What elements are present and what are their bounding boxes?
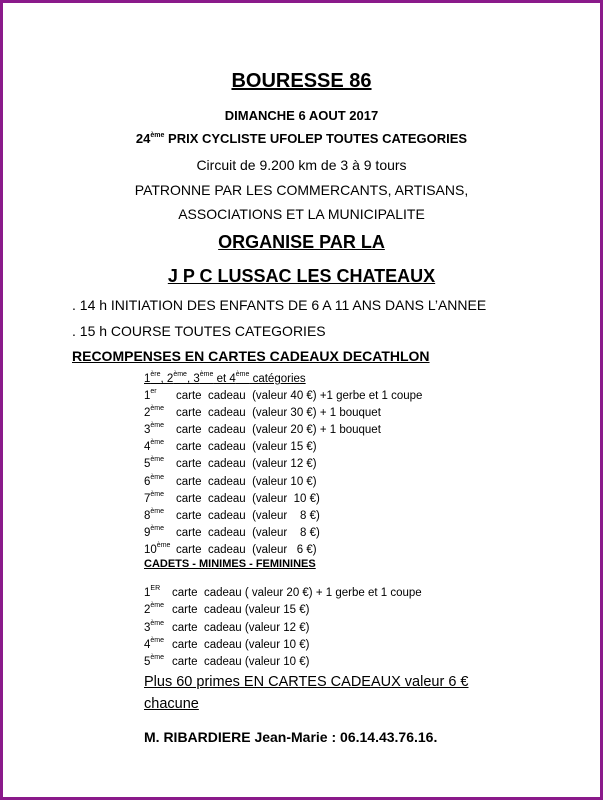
prize-rank-number: 3 <box>144 424 151 437</box>
prize-description: carte cadeau (valeur 10 €) <box>172 638 310 651</box>
prize-rank-suffix: ème <box>150 524 165 532</box>
prize-description: carte cadeau (valeur 30 €) + 1 bouquet <box>176 407 381 420</box>
prize-rank-number: 1 <box>144 587 151 599</box>
prize-description: carte cadeau (valeur 10 €) <box>176 492 320 505</box>
race-name <box>0 131 603 146</box>
prize-rank <box>144 458 176 470</box>
prize-row <box>144 619 310 634</box>
prize-rank-number: 9 <box>144 526 151 539</box>
event-date: DIMANCHE 6 AOUT 2017 <box>224 108 379 123</box>
prize-description: carte cadeau (valeur 15 €) <box>176 441 317 454</box>
schedule-item-1: . 14 h INITIATION DES ENFANTS DE 6 A 11 ANS DANS L’ANNEE <box>72 297 487 313</box>
prize-row <box>144 390 422 402</box>
prize-description: carte cadeau (valeur 6 €) <box>176 543 317 556</box>
youth-heading: CADETS - MINIMES - FEMININES <box>144 558 316 570</box>
prize-rank-number: 7 <box>144 492 151 505</box>
prize-description: carte cadeau (valeur 15 €) <box>172 604 310 617</box>
race-number: 24 <box>135 131 151 146</box>
prize-rank <box>144 507 176 522</box>
prize-rank-number: 2 <box>144 407 151 420</box>
prize-rank-number: 1 <box>144 390 151 402</box>
prize-row <box>144 441 317 453</box>
prize-rank-suffix: ème <box>150 405 165 413</box>
rewards-heading: RECOMPENSES EN CARTES CADEAUX DECATHLON <box>72 348 430 364</box>
event-title: BOURESSE 86 <box>231 70 372 92</box>
prize-rank <box>144 473 176 488</box>
prize-row <box>144 490 320 505</box>
prize-rank <box>144 656 172 668</box>
prize-rank <box>144 636 172 651</box>
category-2-suffix: ème <box>173 371 187 378</box>
prize-rank-suffix: ème <box>150 619 165 627</box>
prize-row <box>144 541 317 556</box>
prize-rank-suffix: ème <box>150 654 165 662</box>
prize-row <box>144 507 320 522</box>
prize-rank <box>144 390 176 402</box>
prize-rank-suffix: ème <box>156 541 171 549</box>
prize-rank <box>144 619 172 634</box>
prize-rank-suffix: ème <box>150 473 165 481</box>
category-2: , 2 <box>160 373 174 385</box>
prize-rank-number: 10 <box>144 543 157 556</box>
prize-rank-suffix: er <box>150 388 157 395</box>
prize-rank <box>144 587 172 599</box>
patronage-line-2: ASSOCIATIONS ET LA MUNICIPALITE <box>178 206 425 222</box>
prize-description: carte cadeau (valeur 12 €) <box>172 621 310 634</box>
prize-rank-number: 2 <box>144 604 151 617</box>
prize-row <box>144 407 381 419</box>
prize-rank-suffix: ème <box>150 490 165 498</box>
prize-row <box>144 524 320 539</box>
circuit-info: Circuit de 9.200 km de 3 à 9 tours <box>196 157 407 173</box>
prize-rank <box>144 424 176 436</box>
prize-row <box>144 424 381 436</box>
category-4: et 4 <box>213 373 236 385</box>
prize-description: carte cadeau (valeur 8 €) <box>176 509 320 522</box>
prize-description: carte cadeau (valeur 8 €) <box>176 526 320 539</box>
prize-rank-number: 6 <box>144 475 151 488</box>
prize-rank-number: 3 <box>144 621 151 634</box>
category-3-suffix: ème <box>199 371 214 378</box>
contact-line: M. RIBARDIERE Jean-Marie : 06.14.43.76.16. <box>144 729 438 745</box>
prize-rank <box>144 490 176 505</box>
organiser-heading: ORGANISE PAR LA <box>218 232 385 252</box>
prize-rank-suffix: ème <box>150 439 165 447</box>
prize-rank-number: 4 <box>144 638 151 651</box>
race-number-suffix: ème <box>150 132 165 139</box>
primes-line-1: Plus 60 primes EN CARTES CADEAUX valeur 6 € <box>144 674 469 690</box>
prize-row <box>144 636 310 651</box>
club-name: J P C LUSSAC LES CHATEAUX <box>167 266 436 286</box>
race-name-text: PRIX CYCLISTE UFOLEP TOUTES CATEGORIES <box>164 131 468 146</box>
category-3: , 3 <box>186 373 200 385</box>
category-1: 1 <box>144 373 151 385</box>
prize-rank <box>144 441 176 453</box>
prize-row <box>144 604 309 616</box>
prize-rank-suffix: ème <box>150 422 165 430</box>
prize-rank-number: 5 <box>144 656 151 669</box>
category-4-suffix: ème <box>235 371 250 378</box>
prize-row <box>144 473 317 488</box>
prize-row <box>144 458 317 470</box>
category-1-suffix: ère <box>150 371 161 378</box>
prize-rank-suffix: ER <box>150 585 161 592</box>
patronage-line-1: PATRONNE PAR LES COMMERCANTS, ARTISANS, <box>134 182 469 198</box>
prize-description: carte cadeau ( valeur 20 €) + 1 gerbe et 1 coupe <box>172 587 422 599</box>
prize-rank-suffix: ème <box>150 602 165 610</box>
prize-description: carte cadeau (valeur 10 €) <box>176 475 317 488</box>
prize-rank-number: 4 <box>144 441 151 454</box>
prize-row <box>144 587 422 599</box>
prize-description: carte cadeau (valeur 12 €) <box>176 458 317 471</box>
prize-rank <box>144 524 176 539</box>
prize-rank <box>144 541 176 556</box>
categories-label: catégories <box>249 373 306 385</box>
prize-description: carte cadeau (valeur 10 €) <box>172 656 310 669</box>
categories-line <box>144 373 306 385</box>
schedule-item-2: . 15 h COURSE TOUTES CATEGORIES <box>72 323 326 339</box>
prize-description: carte cadeau (valeur 40 €) +1 gerbe et 1 coupe <box>176 390 423 402</box>
prize-rank <box>144 604 172 616</box>
prize-rank-suffix: ème <box>150 636 165 644</box>
prize-rank-suffix: ème <box>150 507 165 515</box>
prize-row <box>144 656 309 668</box>
prize-rank-suffix: ème <box>150 456 165 464</box>
prize-rank <box>144 407 176 419</box>
prize-rank-number: 8 <box>144 509 151 522</box>
primes-line-2: chacune <box>144 696 199 712</box>
prize-description: carte cadeau (valeur 20 €) + 1 bouquet <box>176 424 381 437</box>
prize-rank-number: 5 <box>144 458 151 471</box>
